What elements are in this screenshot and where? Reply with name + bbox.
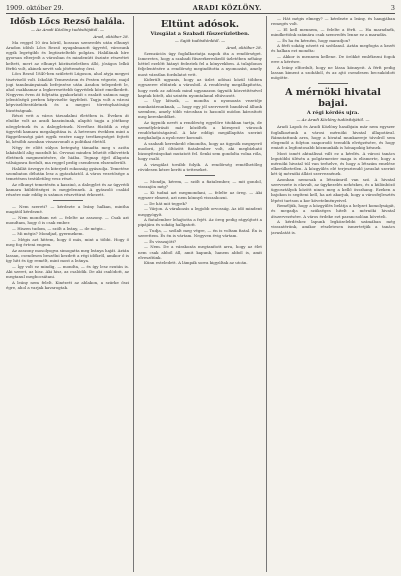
article-byline: — Saját tudósítónktól. — <box>174 38 226 43</box>
paragraph: — El kell mennem, — felelte a férfi. — Ha maradnék, mindkettőnk számára csak szenvedés lenne ez a maradás. <box>271 26 395 37</box>
paragraph: — Hiszen tudom, — szólt a leány, — de mégis… <box>12 225 107 231</box>
divider <box>318 83 348 84</box>
column-1 <box>6 16 129 572</box>
paragraph: A vizsgálat tovább folyik. A rendőrség remélhetőleg rövidesen kézre keríti a tetteseket. <box>138 161 262 172</box>
paragraph: — Mégis azt hittem, hogy ő más, mint a többi. Hogy ő meg fog érteni engem. <box>6 237 129 248</box>
paragraph: — Ki tudná azt megmondani, — felelte az öreg. — Aki egyszer elment, azt nem könnyű visszahozni. <box>138 189 262 201</box>
column-rule <box>133 16 134 572</box>
paragraph: Kiderült ugyanis, hogy az üzlet adósai közül többen egyszerre eltűntek a városból. A rendőrség megállapította, hogy ezek az adósok mind ugyanazon ügynök közvetítésével kaptak hitelt, aki szintén nyomtalanul eltávozott. <box>138 77 262 98</box>
divider <box>53 200 83 201</box>
paragraph: — De hát mit tegyek? <box>144 200 187 206</box>
column-2 <box>138 16 262 572</box>
paragraph: Künn esteledett. A lámpák sorra kigyúltak az utcán. <box>144 260 248 266</box>
paragraph: A férfi sokáig nézett rá szótlanul. Aztán megfogta a kezét és halkan ezt mondta: <box>271 43 395 54</box>
paragraph: Az ügynök nevét a rendőrség egyelőre titokban tartja, de személyleírását már közölték a környező városok rendőrhatóságaival. A kár eddigi megállapítás szerint meghaladja a nyolcezer koronát. <box>138 119 262 140</box>
article-dateline: Arad, október 28. <box>226 45 262 50</box>
paragraph: Reméljük, hogy a közgyűlés belátja a helyzet komolyságát, és megadja a szükséges hitelt a mérnöki hivatal átszervezésére. A város érdeke ezt parancsolóan követeli. <box>271 203 395 219</box>
article-byline: — Az Aradi Közlöny tudósítójától. — <box>31 27 104 32</box>
page-number: 3 <box>390 4 395 12</box>
paragraph: — Nem. De a várakozás megtanított arra, hogy az élet nem csak abból áll, amit kapunk, hanem abból is, amit elveszítünk. <box>138 244 262 260</box>
paragraph: — Nem szereti? — kérdezte a leány halkan, mintha magától kérdezné. <box>6 204 129 215</box>
paragraph: — Mondja, kérem, — szólt a fiatalember, — mit gondol, visszajön még? <box>138 179 262 190</box>
divider <box>185 175 215 176</box>
paragraph: — Tudja, — szólalt meg végre, — én is voltam fiatal. Én is szerettem. És én is vártam. Negyven évig vártam. <box>138 228 262 239</box>
paragraph: Négy év előtt súlyos betegség támadta meg s azóta lakásából alig mozdult ki. Orvosai minden lehetőt elkövettek életének megmentésére, de hiába. Tegnap éjjel állapota válságosra fordult, ma reggel pedig csendesen elszenderült. <box>6 144 129 166</box>
paragraph: — És visszajött? <box>144 238 177 244</box>
article-subtitle: A régi kérdés ujra. <box>306 110 360 117</box>
masthead <box>6 4 395 14</box>
paragraph: Az elhunyt temetésén a kaszinó, a dalegylet és az ügyvédi kamara küldöttségei is megjelennek. A gyászoló család részére már eddig is számos részvétirat érkezett. <box>6 181 129 198</box>
article-title: A mérnöki hivatal bajai. <box>285 87 381 110</box>
article-dateline: Arad, október 28. <box>93 34 129 39</box>
paragraph: Azonban nemcsak a létszámról van szó. A hivatal szervezete is elavult, az ügykezelés nehézkes, és a különböző ügyosztályok között nincs meg a kellő összhang. Ezeken a bajokon is segíteni kell, ha azt akarjuk, hogy a városfejlesztés lépést tartson a kor követelményeivel. <box>271 176 395 203</box>
text-columns <box>6 16 395 572</box>
paragraph: A leány nem felelt. Kinézett az ablakon, a szürke őszi égre, ahol a varjak kavarogtak. <box>6 279 129 291</box>
paragraph: Most ismét aktuálissá vált ez a kérdés. A városi tanács legutóbbi ülésén a polgármester maga is elismerte, hogy a mérnöki hivatal túl van terhelve, és hogy a létszám emelése elkerülhetetlen. A közgyűlés elé terjesztendő javaslat szerint két új mérnöki állást szerveznének. <box>271 150 395 177</box>
paragraph: A szabadi kereskedő elmondta, hogy az ügynök megnyerő modorú, jól öltözött fiatalember volt, aki megbízható bizonyítványokat mutatott fel. Senki sem gondolta volna róla, hogy csaló. <box>138 140 262 162</box>
paragraph: A leány elfordult, hogy ne lássa könnyeit. A férfi pedig lassan kiment a szobából, és az ajtó csendesen becsukódott mögötte. <box>271 64 395 81</box>
paragraph: Az asszony mosolyogva simogatta meg leánya haját. Aztán lassan, csendesen beszélni kezdett a régi időkről, amikor ő is így hitt és így remélt, mint most a leánya. <box>6 247 129 264</box>
newspaper-page <box>6 4 395 572</box>
article-byline: — Az Aradi Közlöny tudósítójától. — <box>296 117 370 123</box>
paragraph: — Így volt ez mindig, — mondta, — és így lesz ezután is. Aki szeret, az hisz. Aki hisz, az csalódik. De aki csalódott, az megtanul megbocsátani. <box>6 263 129 280</box>
paragraph: A fiatalember lehajtotta a fejét. Az öreg pedig rágyújtott a pipájára és sokáig hallgatott. <box>138 217 262 228</box>
column-rule <box>266 16 267 572</box>
paragraph: A kérdéshez lapunk legközelebbi számában még visszatérünk, amikor részletesen ismertetjük a tanács javaslatát is. <box>271 219 395 235</box>
paragraph: Szenzációs ügy foglalkoztatja napok óta a rendőrséget. Ismeretes, hogy a szabadi fűszerkereskedő üzletében néhány héttel ezelőtt hiányt fedeztek fel a könyvekben. A tulajdonos feljelentésére a rendőrség megindította a nyomozást, amely most váratlan fordulatot vett. <box>138 51 262 77</box>
article-subtitle: Vizsgálat a Szabadi fűszerüzletben. <box>150 31 250 37</box>
issue-date: 1909. október 29. <box>6 4 64 12</box>
paragraph: Részt vett a város társadalmi életében is. Éveken át elnöke volt az aradi kaszinónak, alapító tagja a jótékony nőegyletnek és a dalegyletnek. Nevéhez fűződik a régi ügyvédi kamara megalapítása is. A hetvenes években mint a függetlenségi párt egyik vezére nagy tevékenységet fejtett ki, később azonban visszavonult a politikai élettől. <box>6 113 129 144</box>
paragraph: Aradi Lapok és Aradi Közlöny hasábjain már nem egyszer foglalkoztunk a városi mérnöki hivatal állapotával. Rámutattunk arra, hogy a hivatal munkaereje távolról sem elegendő a folyton szaporodó teendők elvégzésére, és hogy emiatt a legfontosabb közmunkák is hónapokig késnek. <box>271 124 395 150</box>
paragraph: — És ha én kérném, hogy maradjon? <box>277 37 351 43</box>
paragraph: — Mi mégis? Mondjad, gyermekem. <box>12 231 84 237</box>
article-title: Eltünt adósok. <box>160 19 240 30</box>
paragraph: Halálát özvegye és kiterjedt rokonság gyászolja. Temetése szombaton délután lesz a gyászháztól. A város vezetősége a temetésen testületileg vesz részt. <box>6 165 129 182</box>
paragraph: Ma reggel 10 óra körül, hosszas szenvedés után elhunyt Aradon idősb Lőcs Rezső nyugalmazott ügyvéd, városunk egyik legrégibb és legtiszteltebb polgára. Halálának híre gyorsan elterjedt a városban és mindenütt őszinte részvétet keltett, mert az elhunyt köztiszteletben álló, jóságos lelkű férfiú volt, akinek nevét sok jótétemény őrzi. <box>6 40 129 71</box>
paragraph: — Várjon. A várakozás a legjobb orvosság. Az idő mindent meggyógyít. <box>138 206 262 217</box>
paragraph: Lőcs Rezső 1840-ben született Lúgoson, ahol atyja megyei tisztviselő volt. Iskoláit Temesváron és Pesten végezte, majd jogi tanulmányainak befejezése után Aradon telepedett le, ahol csakhamar a legkeresettebb ügyvédek közé emelkedett. Negyven éven át folytatta gyakorlatát s ezalatt számos nagy jelentőségű perben képviselte ügyfeleit. Tagja volt a városi képviselőtestületnek és a megyei törvényhatósági bizottságnak. <box>6 71 129 113</box>
paper-name: ARADI KÖZLÖNY. <box>192 4 262 12</box>
paragraph: — Akkor is mennem kellene. De örökké emlékezni fogok erre a kérésre. <box>271 54 395 65</box>
column-3 <box>271 16 395 572</box>
article-title: Idősb Lőcs Rezső halála. <box>10 16 125 26</box>
paragraph: — Úgy látszik, — mondta a nyomozás vezetője munkatársunknak, — hogy egy jól szervezett bandával állunk szemben, amely több városban is hasonló módon károsított meg kereskedőket. <box>138 98 262 119</box>
paragraph: — Nem mondtam ezt — felelte az asszony. — Csak azt mondtam, hogy ő is csak ember. <box>6 215 129 226</box>
paragraph: — Hát mégis elmegy? — kérdezte a leány, és hangjában remegés volt. <box>271 16 395 27</box>
